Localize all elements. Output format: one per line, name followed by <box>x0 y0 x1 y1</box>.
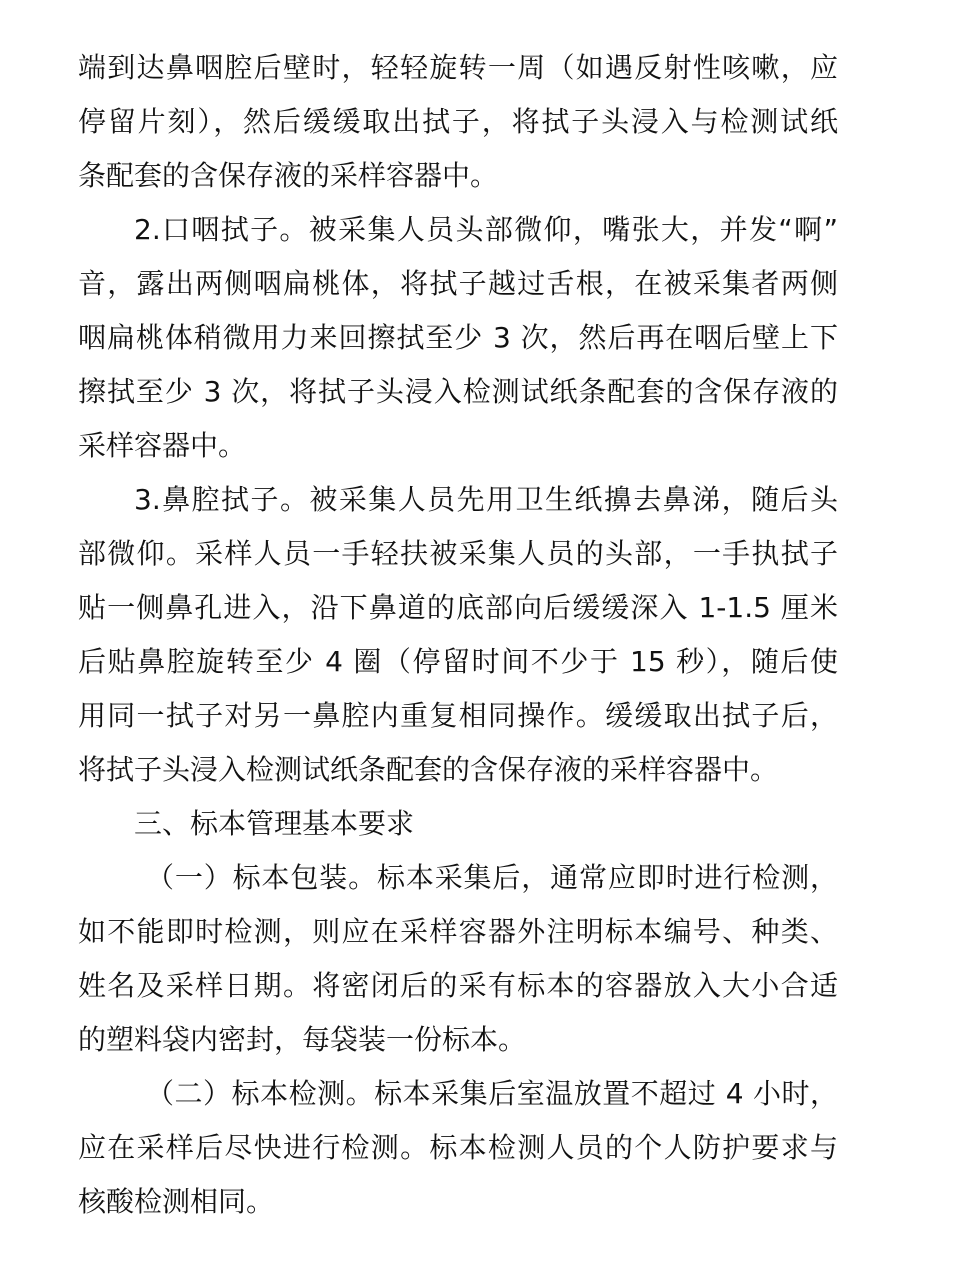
text-line-19: 的塑料袋内密封，每袋装一份标本。 <box>78 1023 527 1056</box>
text-line-12: 后贴鼻腔旋转至少 4 圈（停留时间不少于 15 秒），随后使 <box>78 645 838 678</box>
text-line-5: 音，露出两侧咽扁桃体，将拭子越过舌根，在被采集者两侧 <box>78 267 838 300</box>
text-line-18: 姓名及采样日期。将密闭后的采有标本的容器放入大小合适 <box>78 969 838 1002</box>
text-line-6: 咽扁桃体稍微用力来回擦拭至少 3 次，然后再在咽后壁上下 <box>78 321 838 354</box>
text-line-21: 应在采样后尽快进行检测。标本检测人员的个人防护要求与 <box>78 1131 838 1164</box>
text-line-1: 端到达鼻咽腔后壁时，轻轻旋转一周（如遇反射性咳嗽，应 <box>78 51 838 84</box>
text-line-20: （二）标本检测。标本采集后室温放置不超过 4 小时， <box>146 1077 838 1110</box>
text-line-3: 条配套的含保存液的采样容器中。 <box>78 159 499 192</box>
text-line-8: 采样容器中。 <box>78 429 247 462</box>
text-line-13: 用同一拭子对另一鼻腔内重复相同操作。缓缓取出拭子后， <box>78 699 838 732</box>
text-line-22: 核酸检测相同。 <box>78 1185 275 1218</box>
text-line-10: 部微仰。采样人员一手轻扶被采集人员的头部，一手执拭子 <box>78 537 838 570</box>
text-line-4: 2.口咽拭子。被采集人员头部微仰，嘴张大，并发“啊” <box>134 213 838 246</box>
text-line-7: 擦拭至少 3 次，将拭子头浸入检测试纸条配套的含保存液的 <box>78 375 838 408</box>
text-line-9: 3.鼻腔拭子。被采集人员先用卫生纸擤去鼻涕，随后头 <box>134 483 838 516</box>
section-heading: 三、标本管理基本要求 <box>134 807 415 840</box>
text-line-11: 贴一侧鼻孔进入，沿下鼻道的底部向后缓缓深入 1-1.5 厘米 <box>78 591 838 624</box>
text-line-2: 停留片刻），然后缓缓取出拭子，将拭子头浸入与检测试纸 <box>78 105 838 138</box>
text-line-16: （一）标本包装。标本采集后，通常应即时进行检测， <box>146 861 838 894</box>
text-line-14: 将拭子头浸入检测试纸条配套的含保存液的采样容器中。 <box>78 753 779 786</box>
text-line-17: 如不能即时检测，则应在采样容器外注明标本编号、种类、 <box>78 915 838 948</box>
